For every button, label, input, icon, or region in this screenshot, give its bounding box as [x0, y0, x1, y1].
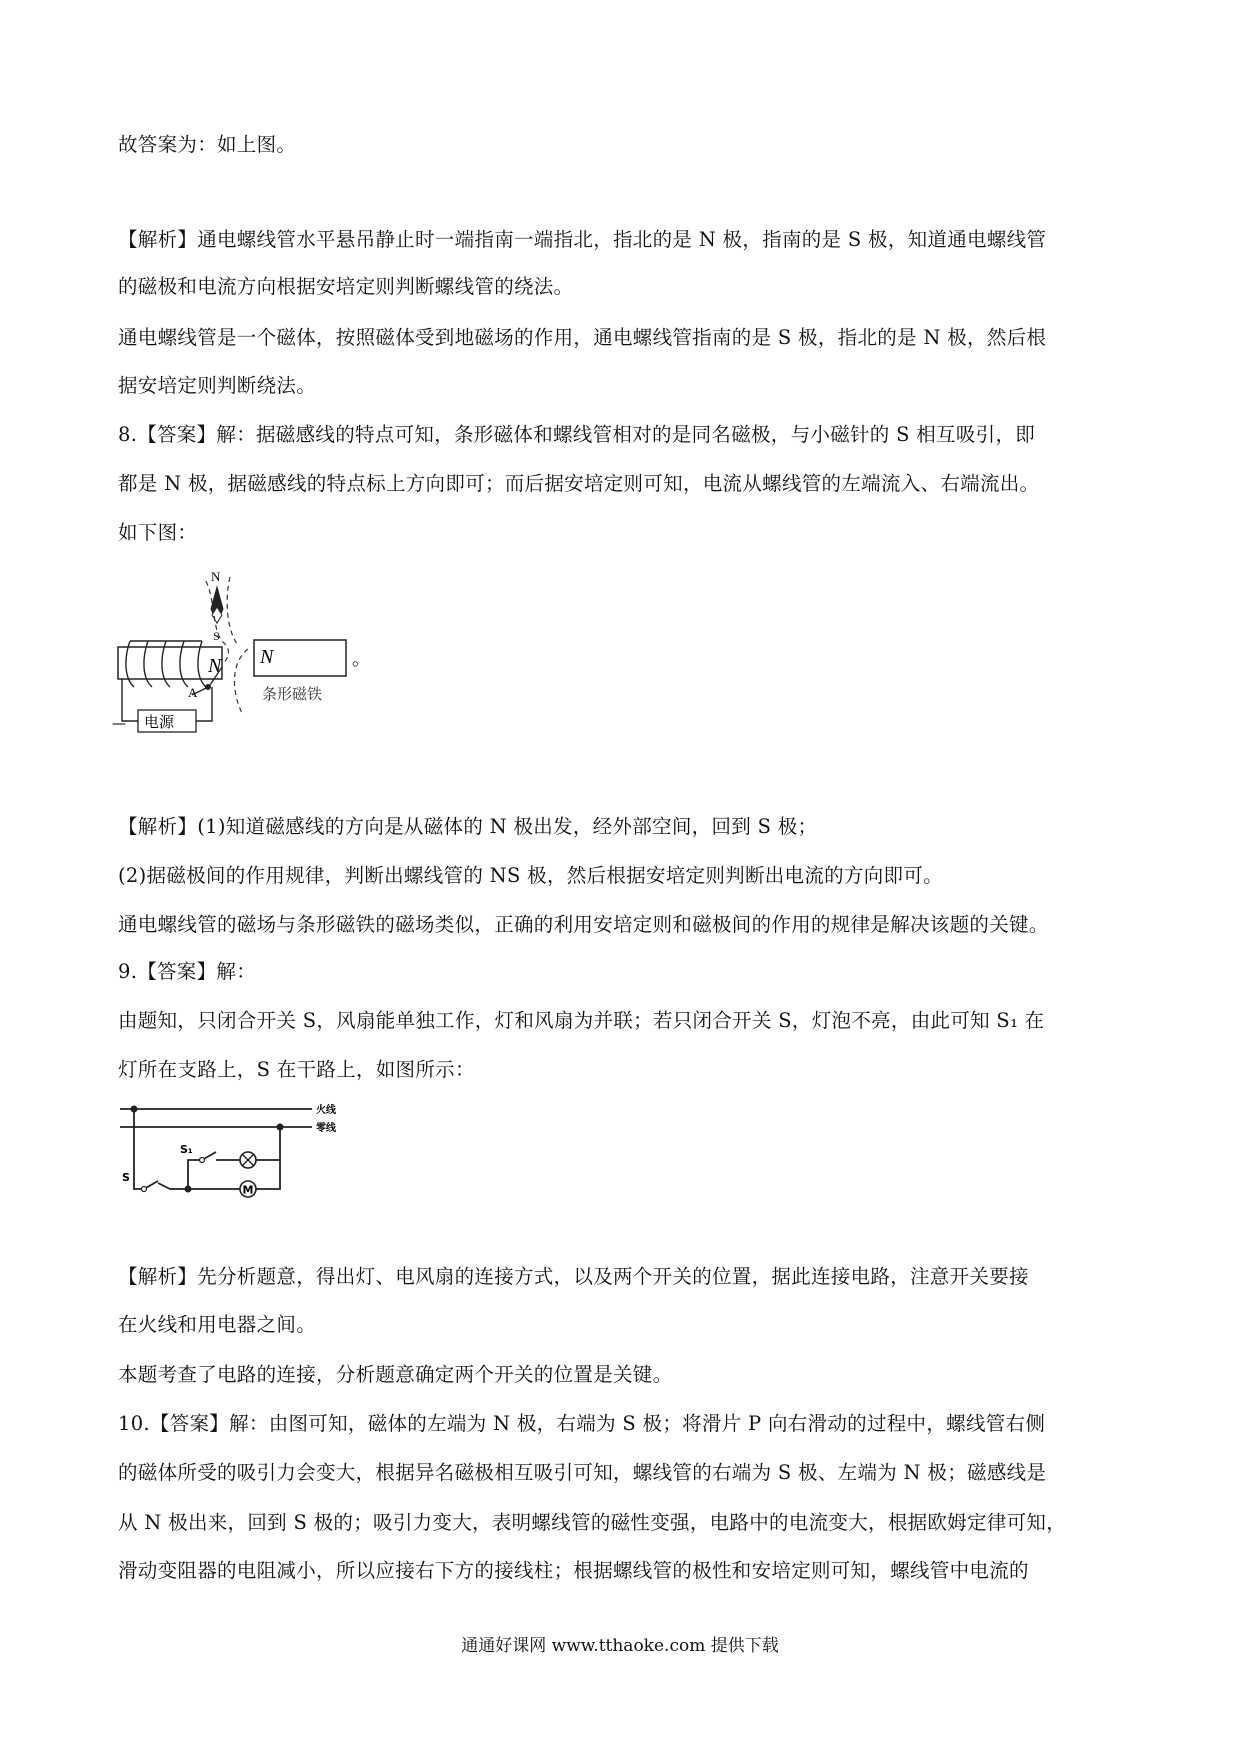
power-label: 电源: [144, 713, 175, 731]
wire-left: [122, 679, 138, 721]
text-line: (2)据磁极间的作用规律，判断出螺线管的 NS 极，然后根据安培定则判断出电流的方向即可。: [118, 864, 943, 887]
solenoid-magnet-figure: [112, 563, 412, 743]
switch-s1-label: S₁: [180, 1143, 193, 1156]
text-line: 故答案为：如上图。: [118, 133, 297, 156]
junction-dot: [185, 1186, 192, 1193]
compass-n-label: N: [211, 569, 221, 584]
text-line: 从 N 极出来，回到 S 极的；吸引力变大，表明螺线管的磁性变强，电路中的电流变大，根据欧姆定律可知，: [118, 1511, 1067, 1534]
text-line: 8.【答案】解：据磁感线的特点可知，条形磁体和螺线管相对的是同名磁极，与小磁针的 S 相互吸引，即: [118, 423, 1036, 446]
text-line: 滑动变阻器的电阻减小，所以应接右下方的接线柱；根据螺线管的极性和安培定则可知，螺线管中电流的: [118, 1559, 1029, 1582]
junction-dot: [277, 1124, 284, 1131]
solenoid-coils: [126, 641, 206, 687]
text-line: 据安培定则判断绕法。: [118, 374, 317, 397]
text-line: 【解析】通电螺线管水平悬吊静止时一端指南一端指北，指北的是 N 极，指南的是 S 极，知道通电螺线管: [118, 228, 1047, 251]
power-minus: —: [112, 716, 126, 732]
text-line: 如下图：: [118, 521, 198, 544]
magnet-label: 条形磁铁: [262, 685, 323, 703]
svg-text:M: M: [242, 1183, 254, 1197]
switch-s-label: S: [122, 1171, 130, 1184]
text-line: 的磁极和电流方向根据安培定则判断螺线管的绕法。: [118, 275, 574, 298]
text-line: 本题考查了电路的连接，分析题意确定两个开关的位置是关键。: [118, 1363, 673, 1386]
magnet-pole-label: N: [260, 646, 274, 668]
text-line: 9.【答案】解：: [118, 960, 257, 983]
page-footer: 通通好课网 www.tthaoke.com 提供下载: [461, 1636, 779, 1656]
neutral-wire-label: 零线: [316, 1123, 336, 1134]
point-a-label: A: [188, 685, 198, 700]
text-line: 通电螺线管是一个磁体，按照磁体受到地磁场的作用，通电螺线管指南的是 S 极，指北的是 N 极，然后根: [118, 326, 1047, 349]
junction-dot: [131, 1106, 138, 1113]
text-line: 灯所在支路上，S 在干路上，如图所示：: [118, 1058, 475, 1081]
text-line: 10.【答案】解：由图可知，磁体的左端为 N 极，右端为 S 极；将滑片 P 向右滑动的过程中，螺线管右侧: [118, 1412, 1046, 1435]
solenoid-body: [118, 647, 222, 679]
text-line: 都是 N 极，据磁感线的特点标上方向即可；而后据安培定则可知，电流从螺线管的左端流入、右端流出。: [118, 472, 1040, 495]
main-branch-wire: [134, 1109, 144, 1189]
live-wire-label: 火线: [316, 1105, 336, 1116]
text-line: 在火线和用电器之间。: [118, 1313, 317, 1336]
text-line: 【解析】先分析题意，得出灯、电风扇的连接方式，以及两个开关的位置，据此连接电路，注意开关要接: [118, 1265, 1029, 1288]
compass-s-label: S: [213, 629, 220, 643]
circuit-figure: [112, 1097, 372, 1207]
coil-pole-label: N: [208, 655, 222, 677]
text-line: 【解析】(1)知道磁感线的方向是从磁体的 N 极出发，经外部空间，回到 S 极；: [118, 815, 818, 838]
text-line: 的磁体所受的吸引力会变大，根据异名磁极相互吸引可知，螺线管的右端为 S 极、左端为 N 极；磁感线是: [118, 1461, 1047, 1484]
trailing-mark: 。: [352, 649, 370, 670]
text-line: 由题知，只闭合开关 S，风扇能单独工作，灯和风扇为并联；若只闭合开关 S，灯泡不亮，由此可知 S₁ 在: [118, 1009, 1045, 1032]
text-line: 通电螺线管的磁场与条形磁铁的磁场类似，正确的利用安培定则和磁极间的作用的规律是解决该题的关键。: [118, 913, 1049, 936]
